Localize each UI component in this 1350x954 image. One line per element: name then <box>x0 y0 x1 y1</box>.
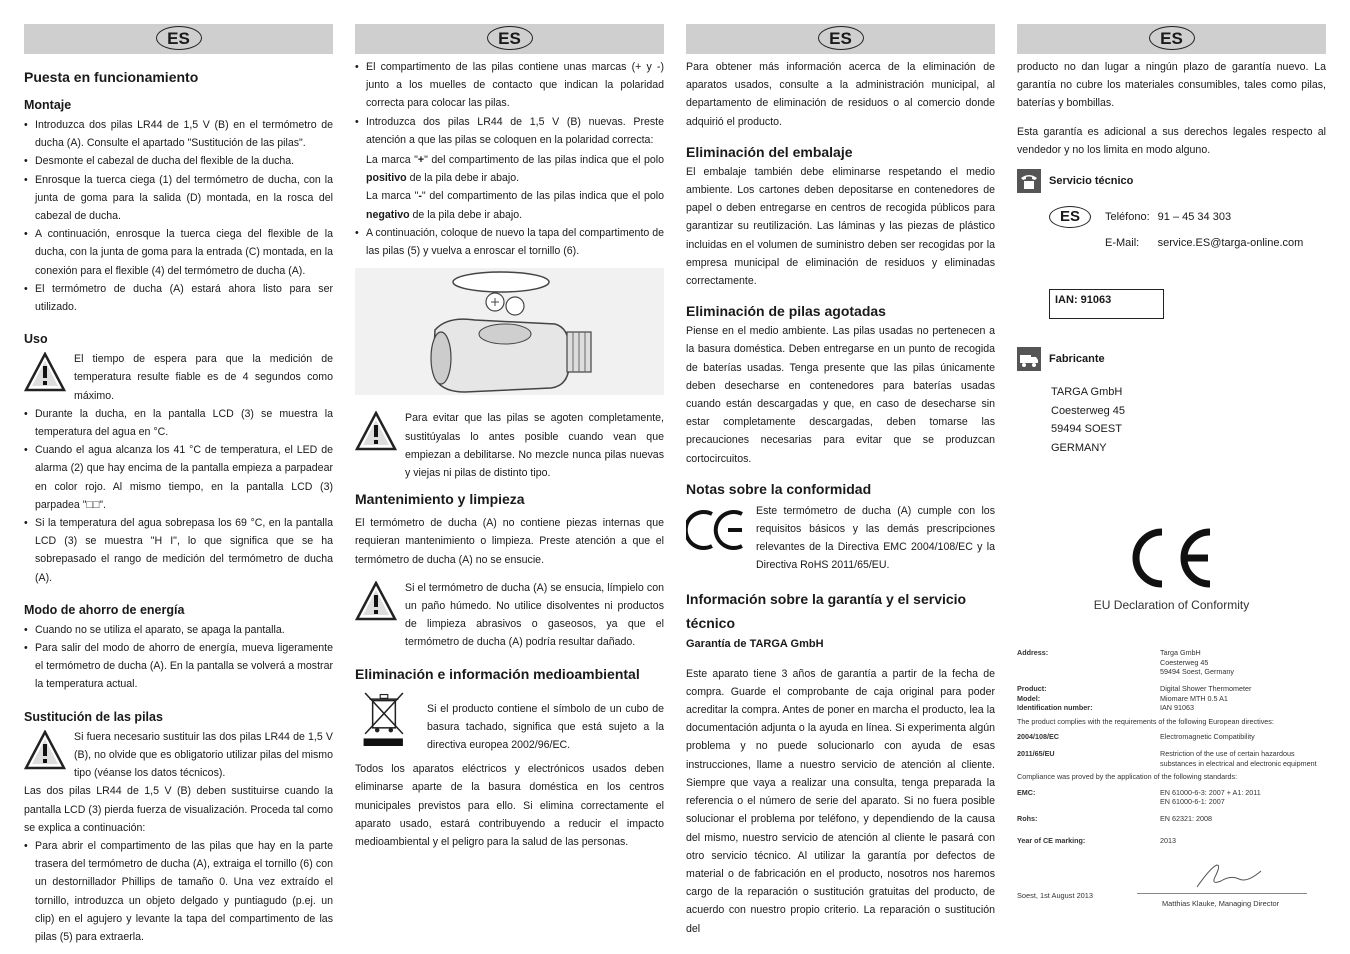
warning-icon <box>24 730 66 770</box>
list-item: • Enrosque la tuerca ciega (1) del termómetro de ducha, con la junta de goma para la salida (D) montada, en la rosca del cabezal de ducha. <box>24 171 333 226</box>
pilas-list <box>24 837 333 946</box>
paragraph: Esta garantía es adicional a sus derechos legales respecto al vendedor y no los limita en modo alguno. <box>1017 125 1326 156</box>
service-title: Servicio técnico <box>1049 174 1134 187</box>
column-3 <box>686 24 995 938</box>
column-2 <box>355 24 664 851</box>
warning-block <box>24 350 333 405</box>
decl-key: Address: <box>1017 648 1049 658</box>
declaration-title: EU Declaration of Conformity <box>1093 598 1250 612</box>
truck-icon <box>1017 347 1041 371</box>
telephone-icon <box>1017 169 1041 193</box>
subsection-montaje: Montaje <box>24 98 72 112</box>
list-item: • A continuación, coloque de nuevo la tapa del compartimento de las pilas (5) y vuelva a enroscar el tornillo (6). <box>355 224 664 260</box>
warning-text: El tiempo de espera para que la medición de temperatura resulte fiable es de 4 segundos como máximo. <box>74 353 333 402</box>
plus-note: La marca "+" del compartimento de las pilas indica que el polo positivo de la pila debe ir abajo. <box>366 154 664 185</box>
list-item: • Para salir del modo de ahorro de energía, mueva ligeramente el termómetro de ducha (A). En la pantalla se volverá a mostrar la temperatura actual. <box>24 639 333 694</box>
warning-text: Para evitar que las pilas se agoten completamente, sustitúyalas lo antes posible cuando vean que empiezan a debilitarse. No mezcle nunca pilas nuevas y viejas ni pilas de distinto tipo. <box>405 412 664 480</box>
email-value: service.ES@targa-online.com <box>1157 237 1304 250</box>
email-label: E-Mail: <box>1105 237 1140 250</box>
maker-heading <box>1017 347 1326 371</box>
section-title-pilas: Eliminación de pilas agotadas <box>686 303 886 320</box>
decl-complies: The product complies with the requirements of the following European directives: <box>1017 716 1274 726</box>
language-badge: ES <box>487 26 533 50</box>
address-line: 59494 SOEST <box>1051 423 1122 436</box>
phone-label: Teléfono: <box>1105 210 1150 223</box>
warning-block <box>24 728 333 783</box>
list-item: • A continuación, enrosque la tuerca ciega del flexible de la ducha, con la junta de goma para la entrada (C) montada, en la conexión para el flexible (4) del termómetro de ducha (A). <box>24 225 333 280</box>
bin-block <box>355 690 664 755</box>
list-item: • Si la temperatura del agua sobrepasa los 69 °C, en la pantalla LCD (3) se muestra "H I", lo que significa que se ha sobrepasado el rango de medición del termómetro de ducha (A). <box>24 514 333 587</box>
section-title-puesta: Puesta en funcionamiento <box>24 69 199 85</box>
contact-table <box>1049 203 1311 255</box>
paragraph: Este aparato tiene 3 años de garantía a partir de la fecha de compra. Guarde el comprobante de caja original para poder acreditar la compra. Antes de poner en marcha el producto, lea la documentación adjunta o la ayuda en línea. Si experimenta algún problema y no puede solucionarlo con ayuda de esas instrucciones, llame a nuestro servicio de atención al cliente. Siempre que vaya a realizar una consulta, tenga preparada la referencia o el número de serie del aparato. Si no fuera posible solucionar el problema por teléfono, y dependiendo de la causa del mismo, nuestro servicio de atención al cliente le pasará con otro servicio técnico. Al utilizar la garantía por defectos de material o de fabricación en el producto, nosotros nos haremos cargo de la reparación o sustitución gratuitas del producto, de acuerdo con nuestro propio criterio. La reparación o sustitución del <box>686 667 995 935</box>
list-item: • Desmonte el cabezal de ducha del flexible de la ducha. <box>24 152 333 170</box>
section-title-embalaje: Eliminación del embalaje <box>686 143 853 160</box>
list-item: • Cuando el agua alcanza los 41 °C de temperatura, el LED de alarma (2) que hay encima de la pantalla empieza a parpadear en color rojo. Al mismo tiempo, en la pantalla LCD (3) parpadea "□□". <box>24 441 333 514</box>
paragraph: Todos los aparatos eléctricos y electrónicos usados deben eliminarse aparte de la basura doméstica en los centros municipales previstos para ello. Si elimina correctamente el aparato usado, estará contribuyendo a reducir el impacto medioambiental y el peligro para la salud de las personas. <box>355 763 664 849</box>
subsection-garantia-targa: Garantía de TARGA GmbH <box>686 637 824 650</box>
address-line: Coesterweg 45 <box>1051 404 1125 417</box>
decl-signer: Matthias Klauke, Managing Director <box>1162 899 1280 909</box>
column-4 <box>1017 24 1326 909</box>
list-item: • Para abrir el compartimento de las pilas que hay en la parte trasera del termómetro de ducha (A), extraiga el tornillo (6) con un destornillador Phillips de tamaño 0. Una vez extraído el tornillo, introduzca un objeto delgado y puntiagudo (p.ej. un clip) en el agujero y levante la tapa del compartimento de las pilas (5) para extraerla. <box>24 837 333 946</box>
list-item: • El compartimento de las pilas contiene unas marcas (+ y -) junto a los muelles de contacto que indican la polaridad correcta para colocar las pilas. <box>355 58 664 113</box>
list-item: • Cuando no se utiliza el aparato, se apaga la pantalla. <box>24 621 333 639</box>
ian-box: IAN: 91063 <box>1049 289 1164 319</box>
ce-mark-large-icon <box>1122 526 1222 590</box>
subsection-pilas: Sustitución de las pilas <box>24 709 163 724</box>
paragraph: El termómetro de ducha (A) no contiene piezas internas que requieran mantenimiento o limpieza. Preste atención a que el termómetro de ducha (A) no se ensucie. <box>355 517 664 566</box>
address-line: TARGA GmbH <box>1051 386 1123 399</box>
uso-list <box>24 405 333 587</box>
warning-icon <box>355 411 397 451</box>
decl-proved: Compliance was proved by the application of the following standards: <box>1017 772 1238 782</box>
declaration-table: Address: Targa GmbH Coesterweg 45 59494 Soest, Germany Product: Model: Identification number: Digital Shower Thermometer Miomare MTH 0.5 A1 IAN 91063 The product complies with the requirements of the following European directives: 2004/108/EC Electromagnetic Compatibility 2011/65/EU Restriction of the use of certain hazardous substances in electrical and electronic equipment Compliance was proved by the application of the following standards: EMC: EN 61000-6-3: 2007 + A1: 2011 EN 61000-6-1: 2007 Rohs: EN 62321: 2008 Year of CE marking: 2013 <box>1017 648 1326 845</box>
phone-value: 91 – 45 34 303 <box>1157 210 1232 223</box>
declaration-footer <box>1017 869 1326 909</box>
service-heading <box>1017 169 1326 193</box>
decl-place-date: Soest, 1st August 2013 <box>1017 891 1094 901</box>
ahorro-list <box>24 621 333 694</box>
warning-text: Si fuera necesario sustituir las dos pilas LR44 de 1,5 V (B), no olvide que es obligatorio utilizar pilas del mismo tipo (véanse los datos técnicos). <box>74 730 333 780</box>
crossed-bin-icon <box>355 690 413 746</box>
language-band <box>24 24 333 54</box>
ce-text: Este termómetro de ducha (A) cumple con los requisitos básicos y las demás prescripciones relevantes de la Directiva EMC 2004/108/EC y la Directiva RoHS 2011/65/EU. <box>756 504 995 572</box>
montaje-list <box>24 116 333 316</box>
list-item: • Introduzca dos pilas LR44 de 1,5 V (B) en el termómetro de ducha (A). Consulte el apartado "Sustitución de las pilas". <box>24 116 333 152</box>
signature-icon <box>1187 861 1267 891</box>
minus-note: La marca "-" del compartimento de las pilas indica que el polo negativo de la pila debe ir abajo. <box>366 190 664 221</box>
ce-block <box>686 502 995 575</box>
eu-declaration <box>1017 520 1326 909</box>
warning-icon <box>24 352 66 392</box>
paragraph: Para obtener más información acerca de la eliminación de aparatos usados, consulte a la administración municipal, al departamento de eliminación de residuos o al comercio donde adquirió el producto. <box>686 61 995 128</box>
section-title-mantenimiento: Mantenimiento y limpieza <box>355 491 525 508</box>
warning-text: Si el termómetro de ducha (A) se ensucia, límpielo con un paño húmedo. No utilice disolventes ni productos de limpieza abrasivos o gaseosos, ya que el termómetro de ducha (A) podría resultar dañado. <box>405 581 664 649</box>
language-band <box>1017 24 1326 54</box>
section-title-conformidad: Notas sobre la conformidad <box>686 480 872 497</box>
bin-text: Si el producto contiene el símbolo de un cubo de basura tachado, significa que está sujeto a la directiva europea 2002/96/EC. <box>427 702 664 752</box>
language-band <box>355 24 664 54</box>
list-item: • Durante la ducha, en la pantalla LCD (3) se muestra la temperatura del agua en °C. <box>24 405 333 441</box>
paragraph: Piense en el medio ambiente. Las pilas usadas no pertenecen a la basura doméstica. Deben entregarse en un punto de recogida de baterías usadas. Tenga presente que las pilas únicamente deben desecharse en contenedores para baterías usadas cuando están descargadas y que, en caso de desecharse sin estar completamente descargadas, deben tomarse las precauciones necesarias para evitar que se produzcan cortocircuitos. <box>686 325 995 465</box>
maker-address <box>1051 383 1326 457</box>
ce-mark-icon <box>686 508 748 552</box>
warning-icon <box>355 581 397 621</box>
language-band <box>686 24 995 54</box>
paragraph: producto no dan lugar a ningún plazo de garantía nuevo. La garantía no cubre los materiales consumibles, tales como pilas, baterías y bombillas. <box>1017 61 1326 110</box>
country-badge: ES <box>1049 206 1091 228</box>
battery-list <box>355 58 664 260</box>
language-badge: ES <box>818 26 864 50</box>
list-item: • Introduzca dos pilas LR44 de 1,5 V (B) nuevas. Preste atención a que las pilas se coloquen en la polaridad correcta: La marca "+" del compartimento de las pilas indica que el polo positivo de la pila debe ir abajo. La marca "-" del compartimento de las pilas indica que el polo negativo de la pila debe ir abajo. <box>355 113 664 224</box>
battery-compartment-illustration <box>355 268 664 395</box>
section-title-eliminacion: Eliminación e información medioambiental <box>355 665 640 682</box>
subsection-uso: Uso <box>24 332 48 347</box>
list-item: • El termómetro de ducha (A) estará ahora listo para ser utilizado. <box>24 280 333 316</box>
column-1 <box>24 24 333 946</box>
warning-block <box>355 579 664 652</box>
language-badge: ES <box>1149 26 1195 50</box>
maker-title: Fabricante <box>1049 353 1105 366</box>
language-badge: ES <box>156 26 202 50</box>
section-title-garantia: Información sobre la garantía y el servicio técnico <box>686 590 967 631</box>
subsection-ahorro: Modo de ahorro de energía <box>24 602 185 617</box>
paragraph: El embalaje también debe eliminarse respetando el medio ambiente. Los cartones deben depositarse en contenedores de papel o deben entregarse en centros de recogida públicos para garantizar su reutilización. Las láminas y las piezas de plástico incluidas en el volumen de suministro deben ser recogidas por la empresa municipal de eliminación de residuos y eliminadas correctamente. <box>686 165 995 288</box>
paragraph: Las dos pilas LR44 de 1,5 V (B) deben sustituirse cuando la pantalla LCD (3) pierda fuerza de visualización. Proceda tal como se explica a continuación: <box>24 785 333 834</box>
address-line: GERMANY <box>1051 441 1107 454</box>
warning-block <box>355 409 664 482</box>
